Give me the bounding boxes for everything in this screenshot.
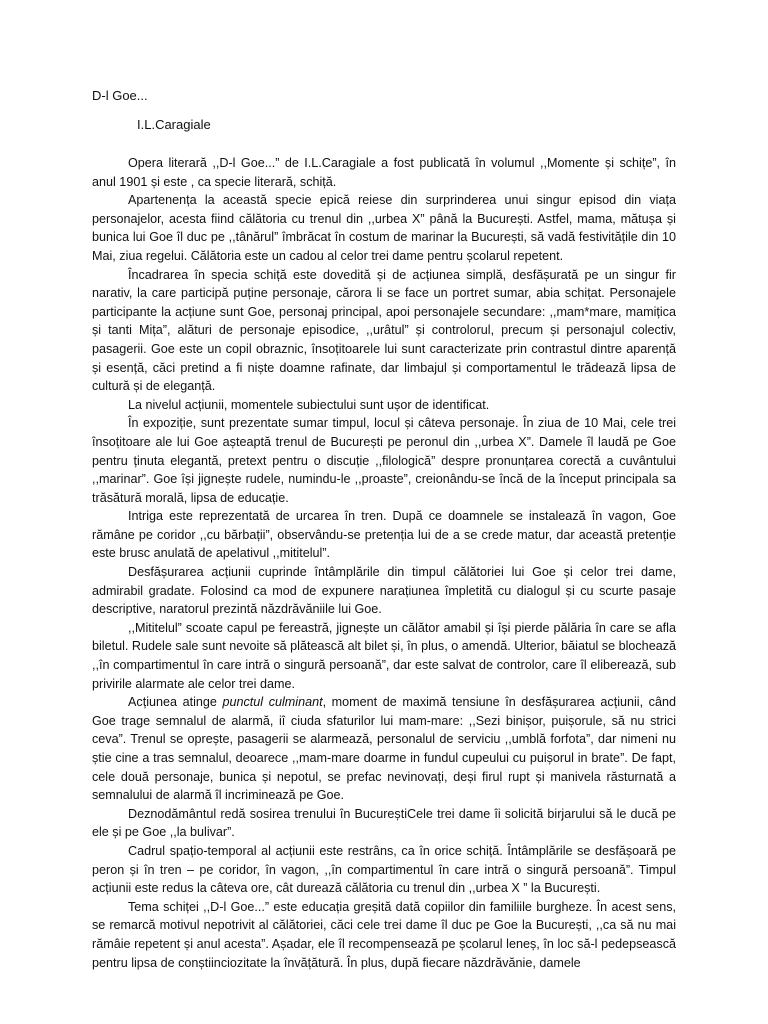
paragraph-tema xyxy=(92,898,676,972)
paragraph-expozitie xyxy=(92,414,676,507)
paragraph-text: Opera literară ,,D-l Goe...” de I.L.Caragiale a fost publicată în volumul ,,Momente și schițe”, în anul 1901 și este , ca specie literară, schiță. xyxy=(92,156,676,189)
paragraph-momente xyxy=(92,396,676,415)
paragraph-text: Încadrarea în specia schiță este dovedită și de acțiunea simplă, desfășurată pe un singur fir narativ, la care participă puține personaje, cărora li se face un portret sumar, abia schițat. Personajele participante la acțiune sunt Goe, personaj principal, apoi personajele secundare: ,,mam*mare, mamițica și tanti Mița”, alături de personaje episodice, ,,urâtul” și controlorul, precum și personajul colectiv, pasagerii. Goe este un copil obraznic, însoțitoarele lui sunt caracterizate prin contrastul dintre aparență și esență, căci pretind a fi niște doamne rafinate, dar limbajul și comportamentul le trădează lipsa de cultură și de eleganță. xyxy=(92,267,676,394)
paragraph-text: În expoziție, sunt prezentate sumar timpul, locul și câteva personaje. În ziua de 10 Mai, cele trei însoțitoare ale lui Goe așteaptă trenul de București pe peronul din ,,urbea X”. Damele îl laudă pe Goe pentru ținuta elegantă, pretext pentru o discuție ,,filologică” despre pronunțarea corectă a cuvântului ,,marinar”. Goe își jignește rudele, numindu-le ,,proaste”, creionându-se încă de la început principala sa trăsătură morală, lipsa de educație. xyxy=(92,416,676,505)
paragraph-text: Desfășurarea acțiunii cuprinde întâmplările din timpul călătoriei lui Goe și celor trei dame, admirabil gradate. Folosind ca mod de expunere narațiunea împletită cu dialogul și cu scurte pasaje descriptive, naratorul prezintă năzdrăvăniile lui Goe. xyxy=(92,565,676,617)
paragraph-italic-text: punctul culminant xyxy=(222,695,323,710)
paragraph-text: Acțiunea atinge xyxy=(128,695,223,710)
paragraph-cadru xyxy=(92,842,676,898)
paragraph-mititelul xyxy=(92,619,676,693)
document-title: D-l Goe... xyxy=(92,88,148,103)
paragraph-text: Apartenența la această specie epică reiese din surprinderea unui singur episod din viața personajelor, acesta fiind călătoria cu trenul din ,,urbea X” până la București. Astfel, mama, mătușa și bunica lui Goe îl duc pe ,,tânărul” îmbrăcat în costum de marinar la București, să vadă festivitățile din 10 Mai, ziua regelui. Călătoria este un cadou al celor trei dame pentru școlarul repetent. xyxy=(92,193,676,263)
paragraph-desfasurare xyxy=(92,563,676,619)
paragraph-text: Cadrul spațio-temporal al acțiunii este restrâns, ca în orice schiță. Întâmplările se desfășoară pe peron și în tren – pe coridor, în vagon, ,,în compartimentul în care intră o singură persoană”. Timpul acțiunii este redus la câteva ore, cât durează călătoria cu trenul din ,,urbea X ” la București. xyxy=(92,843,676,896)
paragraph-intro xyxy=(92,154,676,191)
paragraph-intriga xyxy=(92,507,676,563)
paragraph-specie xyxy=(92,191,676,265)
paragraph-deznodamant xyxy=(92,805,676,842)
paragraph-punct-culminant xyxy=(92,693,676,805)
paragraph-text: Deznodământul redă sosirea trenului în BucureștiCele trei dame îi solicită birjarului să le ducă pe ele și pe Goe ,,la bulivar”. xyxy=(92,806,676,840)
paragraph-text: La nivelul acțiunii, momentele subiectului sunt ușor de identificat. xyxy=(128,397,490,412)
paragraph-text: ,,Mititelul” scoate capul pe fereastră, jignește un călător amabil și își pierde pălăria în care se afla biletul. Rudele sale sunt nevoite să plătească alt bilet și, în plus, o amendă. Ulterior, băiatul se blochează ,,în compartimentul în care intră o singură persoană”, dar este salvat de controlor, care îl eliberează, sub privirile alarmate ale celor trei dame. xyxy=(92,620,676,691)
paragraph-incadrare xyxy=(92,266,676,396)
paragraph-text: Intriga este reprezentată de urcarea în tren. După ce doamnele se instalează în vagon, Goe rămâne pe coridor ,,cu bărbații”, observându-se pretenția lui de a se crede matur, dar această pretenție este brusc anulată de apelativul ,,mititelul”. xyxy=(92,509,676,561)
document-author: I.L.Caragiale xyxy=(137,117,211,132)
paragraph-text: Tema schiței ,,D-l Goe...” este educația greșită dată copiilor din familiile burgheze. În acest sens, se remarcă motivul nepotrivit al călătoriei, căci cele trei dame îl duc pe Goe la București, ,,ca să nu mai rămâie repetent și anul acesta”. Așadar, ele îl recompensează pe școlarul leneș, în loc să-l pedepsească pentru lipsa de conștiinciozitate la învățătură. În plus, după fiecare năzdrăvănie, damele xyxy=(92,899,676,970)
paragraph-text: , moment de maximă tensiune în desfășurarea acțiunii, când Goe trage semnalul de alarmă, iî ciuda sfaturilor lui mam-mare: ,,Sezi binișor, puișorule, să nu strici ceva”. Trenul se oprește, pasagerii se alarmează, personalul de serviciu ,,umblă forfota”, dar nimeni nu știe cine a tras semnalul, deoarece ,,mam-mare doarme in fundul cupeului cu puișorul in brate”. De fapt, cele două personaje, bunica și nepotul, se prefac nevinovați, deși firul rupt și manivela răsturnată a semnalului de alarmă îl incriminează pe Goe. xyxy=(92,695,676,803)
